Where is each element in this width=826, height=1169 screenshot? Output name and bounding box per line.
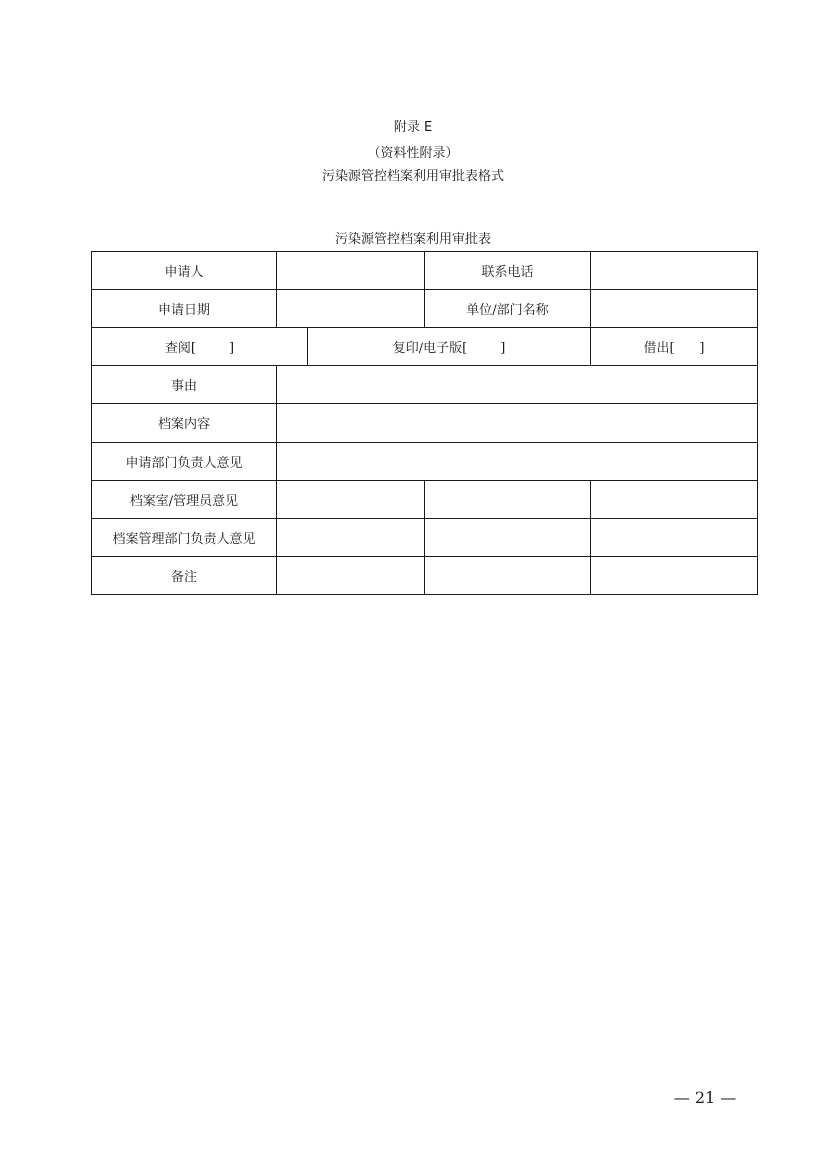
applicant-dept-opinion-field[interactable] [277, 442, 758, 480]
archive-dept-opinion-field-2[interactable] [425, 518, 591, 556]
table-row [92, 480, 758, 518]
archive-room-opinion-field-2[interactable] [425, 480, 591, 518]
applicant-label: 申请人 [92, 252, 277, 290]
approval-form-table [91, 251, 758, 595]
reason-field[interactable] [277, 366, 758, 404]
archive-dept-opinion-field-3[interactable] [591, 518, 758, 556]
table-row [92, 556, 758, 594]
borrow-option[interactable]: 借出[ ] [591, 328, 758, 366]
table-row [92, 328, 758, 366]
table-row [92, 442, 758, 480]
copy-option[interactable]: 复印/电子版[ ] [308, 328, 591, 366]
phone-field[interactable] [591, 252, 758, 290]
reason-label: 事由 [92, 366, 277, 404]
appendix-label: 附录 E [393, 120, 433, 135]
appendix-type: （资料性附录） [367, 146, 459, 161]
apply-date-label: 申请日期 [92, 290, 277, 328]
archive-dept-opinion-field-1[interactable] [277, 518, 425, 556]
table-title: 污染源管控档案利用审批表 [334, 232, 491, 247]
archive-room-opinion-field-3[interactable] [591, 480, 758, 518]
archive-dept-opinion-label: 档案管理部门负责人意见 [92, 518, 277, 556]
dept-name-field[interactable] [591, 290, 758, 328]
remarks-field-1[interactable] [277, 556, 425, 594]
table-row [92, 366, 758, 404]
applicant-dept-opinion-label: 申请部门负责人意见 [92, 442, 277, 480]
remarks-field-3[interactable] [591, 556, 758, 594]
table-row [92, 404, 758, 442]
apply-date-field[interactable] [277, 290, 425, 328]
archive-room-opinion-field-1[interactable] [277, 480, 425, 518]
dept-name-label: 单位/部门名称 [425, 290, 591, 328]
remarks-label: 备注 [92, 556, 277, 594]
content-field[interactable] [277, 404, 758, 442]
table-row [92, 290, 758, 328]
appendix-title: 污染源管控档案利用审批表格式 [321, 169, 504, 184]
consult-option[interactable]: 查阅[ ] [92, 328, 308, 366]
applicant-field[interactable] [277, 252, 425, 290]
table-row [92, 518, 758, 556]
page-number: — 21 — [673, 1088, 737, 1107]
phone-label: 联系电话 [425, 252, 591, 290]
table-row [92, 252, 758, 290]
remarks-field-2[interactable] [425, 556, 591, 594]
archive-room-opinion-label: 档案室/管理员意见 [92, 480, 277, 518]
content-label: 档案内容 [92, 404, 277, 442]
